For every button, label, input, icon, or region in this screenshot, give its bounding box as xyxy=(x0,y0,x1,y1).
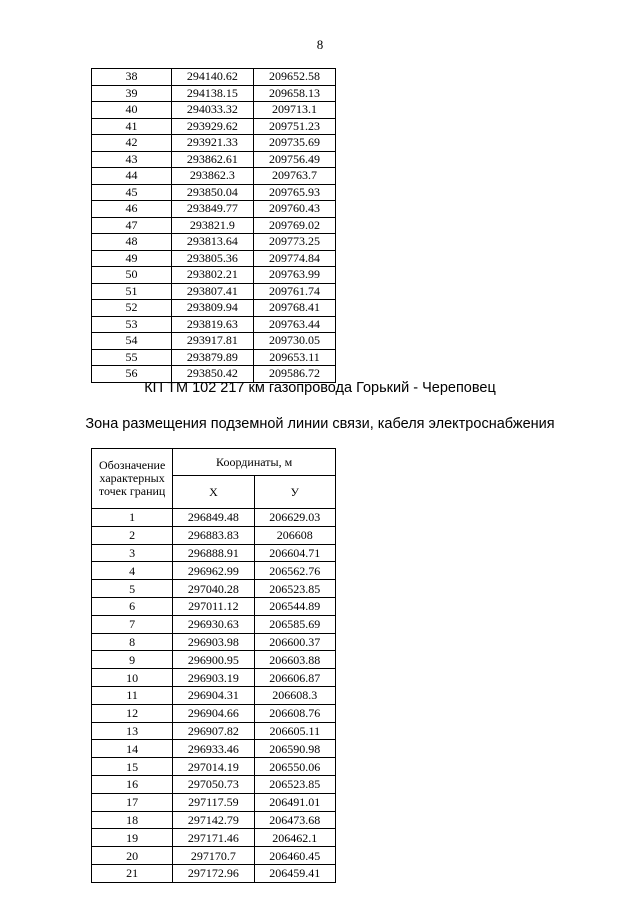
x-coordinate-cell: 297014.19 xyxy=(173,758,254,776)
table-row xyxy=(92,526,336,544)
point-number-cell: 7 xyxy=(92,615,173,633)
table-row xyxy=(92,562,336,580)
x-coordinate-cell: 293813.64 xyxy=(171,234,253,251)
x-coordinate-cell: 293849.77 xyxy=(171,201,253,218)
table-row xyxy=(92,811,336,829)
table-row xyxy=(92,234,336,251)
point-number-cell: 51 xyxy=(92,283,172,300)
y-coordinate-cell: 206544.89 xyxy=(254,597,335,615)
header-x: Х xyxy=(173,476,254,509)
x-coordinate-cell: 296962.99 xyxy=(173,562,254,580)
table-row xyxy=(92,793,336,811)
y-coordinate-cell: 209763.44 xyxy=(253,316,335,333)
table-row xyxy=(92,775,336,793)
table-row xyxy=(92,135,336,152)
x-coordinate-cell: 296888.91 xyxy=(173,544,254,562)
point-number-cell: 40 xyxy=(92,102,172,119)
table-row xyxy=(92,316,336,333)
point-number-cell: 13 xyxy=(92,722,173,740)
point-number-cell: 49 xyxy=(92,250,172,267)
point-number-cell: 19 xyxy=(92,829,173,847)
point-number-cell: 43 xyxy=(92,151,172,168)
x-coordinate-cell: 293850.42 xyxy=(171,366,253,383)
y-coordinate-cell: 209773.25 xyxy=(253,234,335,251)
table-row xyxy=(92,722,336,740)
y-coordinate-cell: 209756.49 xyxy=(253,151,335,168)
y-coordinate-cell: 209586.72 xyxy=(253,366,335,383)
table-row xyxy=(92,283,336,300)
y-coordinate-cell: 206462.1 xyxy=(254,829,335,847)
table-row xyxy=(92,201,336,218)
y-coordinate-cell: 209713.1 xyxy=(253,102,335,119)
table-row xyxy=(92,168,336,185)
y-coordinate-cell: 209774.84 xyxy=(253,250,335,267)
x-coordinate-cell: 293805.36 xyxy=(171,250,253,267)
table-row xyxy=(92,597,336,615)
point-number-cell: 9 xyxy=(92,651,173,669)
table-row xyxy=(92,740,336,758)
x-coordinate-cell: 293850.04 xyxy=(171,184,253,201)
y-coordinate-cell: 206523.85 xyxy=(254,775,335,793)
table-row xyxy=(92,85,336,102)
x-coordinate-cell: 296900.95 xyxy=(173,651,254,669)
table-row xyxy=(92,686,336,704)
zone-title: Зона размещения подземной линии связи, кабеля электроснабжения xyxy=(85,416,555,432)
x-coordinate-cell: 297142.79 xyxy=(173,811,254,829)
x-coordinate-cell: 293917.81 xyxy=(171,333,253,350)
x-coordinate-cell: 297117.59 xyxy=(173,793,254,811)
y-coordinate-cell: 206491.01 xyxy=(254,793,335,811)
x-coordinate-cell: 296903.19 xyxy=(173,669,254,687)
x-coordinate-cell: 296883.83 xyxy=(173,526,254,544)
point-number-cell: 6 xyxy=(92,597,173,615)
section-title: КП ТМ 102 217 км газопровода Горький - Череповец xyxy=(144,380,496,396)
x-coordinate-cell: 293921.33 xyxy=(171,135,253,152)
y-coordinate-cell: 206473.68 xyxy=(254,811,335,829)
table-row xyxy=(92,864,336,882)
x-coordinate-cell: 296933.46 xyxy=(173,740,254,758)
point-number-cell: 42 xyxy=(92,135,172,152)
point-number-cell: 44 xyxy=(92,168,172,185)
table-row xyxy=(92,633,336,651)
table-row xyxy=(92,102,336,119)
point-number-cell: 56 xyxy=(92,366,172,383)
table-row xyxy=(92,544,336,562)
y-coordinate-cell: 206562.76 xyxy=(254,562,335,580)
x-coordinate-cell: 296903.98 xyxy=(173,633,254,651)
zone-coordinates-table xyxy=(91,448,336,883)
x-coordinate-cell: 293819.63 xyxy=(171,316,253,333)
y-coordinate-cell: 209765.93 xyxy=(253,184,335,201)
point-number-cell: 18 xyxy=(92,811,173,829)
y-coordinate-cell: 209751.23 xyxy=(253,118,335,135)
table-row xyxy=(92,69,336,86)
y-coordinate-cell: 209763.7 xyxy=(253,168,335,185)
table-row xyxy=(92,217,336,234)
point-number-cell: 45 xyxy=(92,184,172,201)
table-row xyxy=(92,118,336,135)
point-number-cell: 41 xyxy=(92,118,172,135)
y-coordinate-cell: 206629.03 xyxy=(254,509,335,527)
point-number-cell: 16 xyxy=(92,775,173,793)
point-number-cell: 52 xyxy=(92,300,172,317)
x-coordinate-cell: 294138.15 xyxy=(171,85,253,102)
y-coordinate-cell: 209769.02 xyxy=(253,217,335,234)
point-number-cell: 55 xyxy=(92,349,172,366)
y-coordinate-cell: 209652.58 xyxy=(253,69,335,86)
x-coordinate-cell: 297050.73 xyxy=(173,775,254,793)
point-number-cell: 38 xyxy=(92,69,172,86)
point-number-cell: 11 xyxy=(92,686,173,704)
point-number-cell: 21 xyxy=(92,864,173,882)
x-coordinate-cell: 293821.9 xyxy=(171,217,253,234)
table-row xyxy=(92,704,336,722)
point-number-cell: 10 xyxy=(92,669,173,687)
point-number-cell: 1 xyxy=(92,509,173,527)
table-row xyxy=(92,847,336,865)
x-coordinate-cell: 293807.41 xyxy=(171,283,253,300)
table-row xyxy=(92,333,336,350)
point-number-cell: 54 xyxy=(92,333,172,350)
y-coordinate-cell: 209735.69 xyxy=(253,135,335,152)
x-coordinate-cell: 296904.31 xyxy=(173,686,254,704)
table-row xyxy=(92,509,336,527)
table-row xyxy=(92,615,336,633)
header-points: Обозначение характерных точек границ xyxy=(92,449,173,509)
x-coordinate-cell: 297172.96 xyxy=(173,864,254,882)
x-coordinate-cell: 296907.82 xyxy=(173,722,254,740)
point-number-cell: 8 xyxy=(92,633,173,651)
y-coordinate-cell: 206604.71 xyxy=(254,544,335,562)
point-number-cell: 46 xyxy=(92,201,172,218)
point-number-cell: 50 xyxy=(92,267,172,284)
y-coordinate-cell: 206608.76 xyxy=(254,704,335,722)
x-coordinate-cell: 296904.66 xyxy=(173,704,254,722)
y-coordinate-cell: 209760.43 xyxy=(253,201,335,218)
table-row xyxy=(92,651,336,669)
table-row xyxy=(92,580,336,598)
x-coordinate-cell: 293862.61 xyxy=(171,151,253,168)
table-row xyxy=(92,300,336,317)
point-number-cell: 20 xyxy=(92,847,173,865)
point-number-cell: 2 xyxy=(92,526,173,544)
y-coordinate-cell: 206608.3 xyxy=(254,686,335,704)
y-coordinate-cell: 209761.74 xyxy=(253,283,335,300)
y-coordinate-cell: 206590.98 xyxy=(254,740,335,758)
table-row xyxy=(92,669,336,687)
x-coordinate-cell: 293862.3 xyxy=(171,168,253,185)
point-number-cell: 14 xyxy=(92,740,173,758)
y-coordinate-cell: 209658.13 xyxy=(253,85,335,102)
table-row xyxy=(92,151,336,168)
y-coordinate-cell: 206460.45 xyxy=(254,847,335,865)
point-number-cell: 15 xyxy=(92,758,173,776)
y-coordinate-cell: 206459.41 xyxy=(254,864,335,882)
table-row xyxy=(92,758,336,776)
table-row xyxy=(92,250,336,267)
x-coordinate-cell: 297040.28 xyxy=(173,580,254,598)
point-number-cell: 17 xyxy=(92,793,173,811)
point-number-cell: 12 xyxy=(92,704,173,722)
table-row xyxy=(92,829,336,847)
x-coordinate-cell: 293929.62 xyxy=(171,118,253,135)
x-coordinate-cell: 297011.12 xyxy=(173,597,254,615)
x-coordinate-cell: 293809.94 xyxy=(171,300,253,317)
x-coordinate-cell: 296930.63 xyxy=(173,615,254,633)
x-coordinate-cell: 296849.48 xyxy=(173,509,254,527)
x-coordinate-cell: 293879.89 xyxy=(171,349,253,366)
header-coordinates: Координаты, м xyxy=(173,449,336,476)
y-coordinate-cell: 206603.88 xyxy=(254,651,335,669)
y-coordinate-cell: 209768.41 xyxy=(253,300,335,317)
y-coordinate-cell: 206550.06 xyxy=(254,758,335,776)
y-coordinate-cell: 206605.11 xyxy=(254,722,335,740)
table-row xyxy=(92,267,336,284)
y-coordinate-cell: 209653.11 xyxy=(253,349,335,366)
y-coordinate-cell: 206523.85 xyxy=(254,580,335,598)
x-coordinate-cell: 297171.46 xyxy=(173,829,254,847)
y-coordinate-cell: 206606.87 xyxy=(254,669,335,687)
point-number-cell: 5 xyxy=(92,580,173,598)
point-number-cell: 39 xyxy=(92,85,172,102)
x-coordinate-cell: 293802.21 xyxy=(171,267,253,284)
x-coordinate-cell: 294140.62 xyxy=(171,69,253,86)
y-coordinate-cell: 209763.99 xyxy=(253,267,335,284)
point-number-cell: 47 xyxy=(92,217,172,234)
header-y: У xyxy=(254,476,335,509)
table-row xyxy=(92,349,336,366)
point-number-cell: 4 xyxy=(92,562,173,580)
y-coordinate-cell: 206600.37 xyxy=(254,633,335,651)
table-row xyxy=(92,184,336,201)
x-coordinate-cell: 294033.32 xyxy=(171,102,253,119)
y-coordinate-cell: 209730.05 xyxy=(253,333,335,350)
x-coordinate-cell: 297170.7 xyxy=(173,847,254,865)
y-coordinate-cell: 206608 xyxy=(254,526,335,544)
coordinates-table-continued xyxy=(91,68,336,383)
point-number-cell: 48 xyxy=(92,234,172,251)
y-coordinate-cell: 206585.69 xyxy=(254,615,335,633)
point-number-cell: 53 xyxy=(92,316,172,333)
point-number-cell: 3 xyxy=(92,544,173,562)
page-number: 8 xyxy=(316,37,324,52)
